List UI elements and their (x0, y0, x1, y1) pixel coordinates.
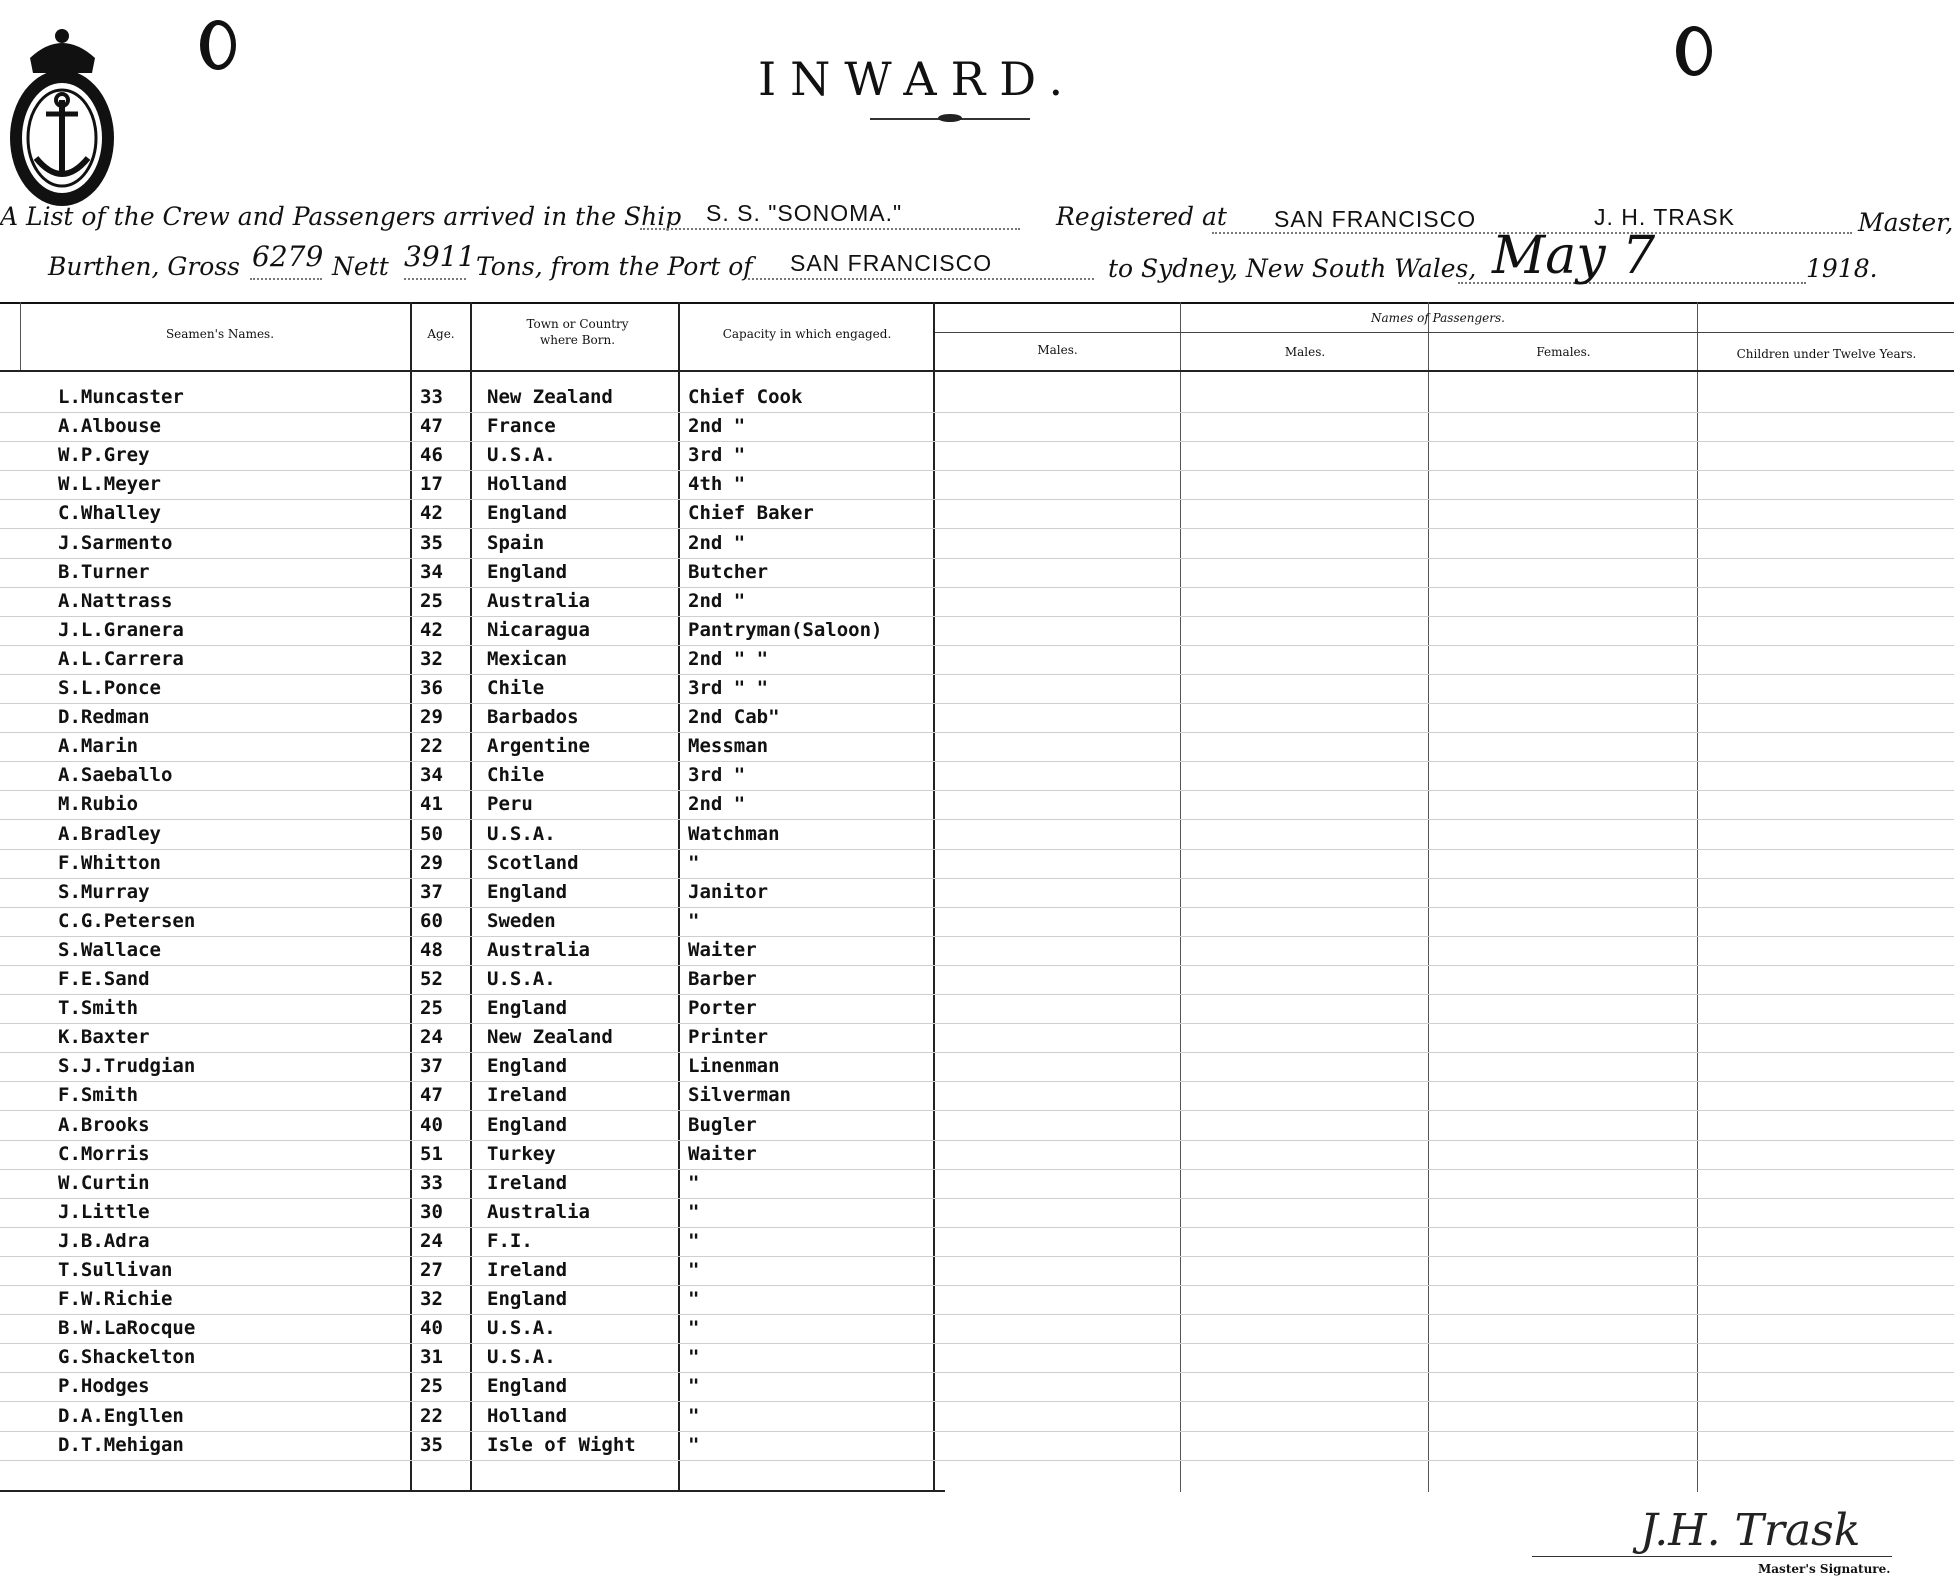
seaman-birthplace: Isle of Wight (487, 1433, 636, 1456)
seaman-capacity: 3rd " (688, 444, 746, 467)
seaman-name: A.Saeballo (58, 764, 173, 787)
row-rule (0, 528, 1954, 529)
seaman-birthplace: Australia (487, 1200, 590, 1223)
seaman-capacity: " (688, 1346, 700, 1369)
seaman-capacity: 2nd " (688, 531, 746, 554)
seaman-birthplace: Australia (487, 938, 590, 961)
seaman-age: 34 (420, 764, 443, 787)
header-capacity: Capacity in which engaged. (722, 327, 892, 341)
masters-signature-handwritten: J.H. Trask (1640, 1505, 1861, 1556)
seaman-age: 40 (420, 1317, 443, 1340)
seaman-birthplace: France (487, 415, 556, 438)
seaman-name: S.J.Trudgian (58, 1055, 196, 1078)
from-port-fill-line (748, 278, 1094, 280)
seaman-capacity: " (688, 1404, 700, 1427)
seaman-age: 47 (420, 415, 443, 438)
seaman-age: 27 (420, 1259, 443, 1281)
seaman-capacity: Chief Baker (688, 502, 814, 525)
seaman-capacity: 2nd Cab" (688, 706, 780, 729)
seaman-birthplace: England (487, 502, 568, 525)
seaman-capacity: Linenman (688, 1055, 780, 1078)
seaman-age: 29 (420, 851, 443, 874)
burthen-gross-label: Burthen, Gross (48, 252, 240, 281)
seaman-name: T.Smith (58, 997, 139, 1020)
seaman-age: 33 (420, 386, 443, 408)
seaman-age: 35 (420, 1433, 443, 1456)
registered-port: SAN FRANCISCO (1274, 206, 1477, 232)
header-children: Children under Twelve Years. (1736, 347, 1917, 361)
seaman-birthplace: Ireland (487, 1171, 568, 1194)
nett-label: Nett (332, 252, 389, 281)
seaman-birthplace: U.S.A. (487, 822, 556, 845)
header-born: Town or Country where Born. (526, 317, 629, 347)
seaman-age: 42 (420, 618, 443, 641)
seaman-age: 24 (420, 1229, 443, 1252)
seaman-birthplace: U.S.A. (487, 444, 556, 467)
seaman-age: 50 (420, 822, 443, 845)
seaman-birthplace: U.S.A. (487, 1317, 556, 1340)
seaman-name: J.B.Adra (58, 1229, 150, 1252)
seaman-name: F.Whitton (58, 851, 161, 874)
seaman-name: M.Rubio (58, 793, 139, 816)
seaman-name: C.Whalley (58, 502, 161, 525)
seaman-capacity: Chief Cook (688, 386, 803, 408)
seaman-age: 37 (420, 1055, 443, 1078)
seaman-name: A.Nattrass (58, 589, 173, 612)
from-port: SAN FRANCISCO (790, 250, 993, 276)
seaman-birthplace: Barbados (487, 706, 579, 729)
seaman-age: 46 (420, 444, 443, 467)
seaman-name: D.T.Mehigan (58, 1433, 184, 1456)
row-rule (0, 1256, 1954, 1257)
seaman-age: 52 (420, 968, 443, 990)
seaman-age: 36 (420, 677, 443, 699)
seaman-name: C.G.Petersen (58, 909, 196, 932)
masters-signature-label: Master's Signature. (1758, 1562, 1891, 1576)
header-bottom-rule (0, 370, 1954, 372)
seaman-capacity: Janitor (688, 880, 769, 903)
seaman-name: W.L.Meyer (58, 473, 161, 496)
seaman-age: 37 (420, 880, 443, 903)
seaman-name: A.L.Carrera (58, 647, 184, 670)
seaman-birthplace: Argentine (487, 735, 590, 758)
seaman-capacity: 3rd " (688, 764, 746, 787)
crew-table (0, 302, 1954, 1492)
nett-fill-line (404, 278, 466, 280)
seaman-name: F.E.Sand (58, 968, 150, 990)
seaman-age: 42 (420, 502, 443, 525)
header-seamens-names: Seamen's Names. (165, 327, 275, 341)
seaman-birthplace: New Zealand (487, 386, 613, 408)
seaman-birthplace: Turkey (487, 1142, 556, 1165)
seaman-birthplace: Australia (487, 589, 590, 612)
seaman-name: L.Muncaster (58, 386, 184, 408)
seaman-age: 24 (420, 1026, 443, 1049)
seaman-birthplace: England (487, 997, 568, 1020)
row-rule (0, 558, 1954, 559)
row-rule (0, 849, 1954, 850)
seaman-birthplace: Holland (487, 473, 568, 496)
seaman-name: D.Redman (58, 706, 150, 729)
seaman-age: 41 (420, 793, 443, 816)
seaman-capacity: Butcher (688, 560, 769, 583)
row-rule (0, 878, 1954, 879)
seaman-age: 33 (420, 1171, 443, 1194)
seaman-birthplace: England (487, 1288, 568, 1311)
row-rule (0, 761, 1954, 762)
seaman-capacity: " (688, 851, 700, 874)
seaman-age: 32 (420, 647, 443, 670)
ship-name: S. S. "SONOMA." (706, 200, 903, 226)
seaman-name: A.Marin (58, 735, 139, 758)
row-rule (0, 1081, 1954, 1082)
seaman-birthplace: Spain (487, 531, 545, 554)
seaman-birthplace: Ireland (487, 1259, 568, 1281)
row-rule (0, 1343, 1954, 1344)
seaman-name: S.Murray (58, 880, 150, 903)
gross-fill-line (250, 278, 322, 280)
seaman-capacity: Porter (688, 997, 757, 1020)
seaman-capacity: Printer (688, 1026, 769, 1049)
seaman-capacity: 3rd " " (688, 677, 769, 699)
seaman-birthplace: New Zealand (487, 1026, 613, 1049)
seaman-name: J.Little (58, 1200, 150, 1223)
seaman-age: 25 (420, 1375, 443, 1398)
row-rule (0, 1198, 1954, 1199)
left-edge-rule (20, 302, 21, 372)
row-rule (0, 616, 1954, 617)
seaman-birthplace: Sweden (487, 909, 556, 932)
seaman-capacity: " (688, 1171, 700, 1194)
row-rule (0, 587, 1954, 588)
row-rule (0, 790, 1954, 791)
crew-list-intro: A List of the Crew and Passengers arrived in the Ship (0, 202, 682, 231)
seaman-name: S.Wallace (58, 938, 161, 961)
seaman-name: A.Albouse (58, 415, 161, 438)
header-males-2: Males. (1284, 345, 1326, 359)
master-name: J. H. TRASK (1594, 204, 1735, 230)
seaman-capacity: 2nd " (688, 415, 746, 438)
seaman-name: S.L.Ponce (58, 677, 161, 699)
header-names-of-passengers: Names of Passengers. (1371, 311, 1505, 325)
header-females: Females. (1536, 345, 1591, 359)
seaman-capacity: " (688, 1317, 700, 1340)
seaman-name: P.Hodges (58, 1375, 150, 1398)
seaman-birthplace: Scotland (487, 851, 579, 874)
row-rule (0, 1460, 1954, 1461)
passengers-header-rule (935, 332, 1954, 333)
seaman-capacity: Messman (688, 735, 769, 758)
seaman-age: 30 (420, 1200, 443, 1223)
header-males-1: Males. (1037, 343, 1078, 357)
arrival-year: 1918. (1806, 254, 1878, 283)
seaman-name: W.Curtin (58, 1171, 150, 1194)
seaman-name: F.W.Richie (58, 1288, 173, 1311)
row-rule (0, 1431, 1954, 1432)
tons-from-port-label: Tons, from the Port of (476, 252, 753, 281)
seaman-age: 48 (420, 938, 443, 961)
seaman-capacity: Waiter (688, 938, 757, 961)
seaman-capacity: 4th " (688, 473, 746, 496)
seaman-birthplace: Holland (487, 1404, 568, 1427)
seaman-age: 32 (420, 1288, 443, 1311)
row-rule (0, 994, 1954, 995)
seaman-birthplace: U.S.A. (487, 968, 556, 990)
row-rule (0, 1023, 1954, 1024)
seaman-birthplace: England (487, 1055, 568, 1078)
seaman-name: K.Baxter (58, 1026, 150, 1049)
gross-tonnage: 6279 (252, 240, 324, 273)
seaman-birthplace: Peru (487, 793, 533, 816)
seaman-name: F.Smith (58, 1084, 139, 1107)
seaman-capacity: " (688, 1288, 700, 1311)
seaman-age: 34 (420, 560, 443, 583)
seaman-capacity: Bugler (688, 1113, 757, 1136)
row-rule (0, 1052, 1954, 1053)
seaman-name: D.A.Engllen (58, 1404, 184, 1427)
row-rule (0, 441, 1954, 442)
seaman-age: 47 (420, 1084, 443, 1107)
seaman-capacity: " (688, 1229, 700, 1252)
destination-label: to Sydney, New South Wales, (1108, 254, 1477, 283)
row-rule (0, 1401, 1954, 1402)
seaman-birthplace: Mexican (487, 647, 568, 670)
document-title: INWARD. (758, 52, 1078, 106)
row-rule (0, 1110, 1954, 1111)
seaman-age: 22 (420, 735, 443, 758)
table-bottom-rule (0, 1490, 945, 1492)
ship-fill-line (640, 228, 1020, 230)
row-rule (0, 412, 1954, 413)
seaman-birthplace: England (487, 1113, 568, 1136)
seaman-birthplace: Chile (487, 677, 545, 699)
seaman-capacity: " (688, 1375, 700, 1398)
seaman-age: 35 (420, 531, 443, 554)
row-rule (0, 1285, 1954, 1286)
seaman-name: J.L.Granera (58, 618, 184, 641)
seaman-age: 22 (420, 1404, 443, 1427)
seaman-name: B.W.LaRocque (58, 1317, 196, 1340)
registered-label: Registered at (1056, 202, 1227, 231)
seaman-capacity: " (688, 1259, 700, 1281)
seaman-capacity: Pantryman(Saloon) (688, 618, 883, 641)
seaman-birthplace: England (487, 560, 568, 583)
seaman-capacity: 2nd " (688, 793, 746, 816)
customs-seal-crest (0, 18, 125, 208)
seaman-capacity: Barber (688, 968, 757, 990)
seaman-name: C.Morris (58, 1142, 150, 1165)
row-rule (0, 1169, 1954, 1170)
seaman-birthplace: Nicaragua (487, 618, 590, 641)
seaman-name: J.Sarmento (58, 531, 173, 554)
arrival-date-handwritten: May 7 (1492, 226, 1656, 286)
punch-hole-right (1676, 26, 1712, 76)
seaman-name: W.P.Grey (58, 444, 150, 467)
seaman-capacity: 2nd " " (688, 647, 769, 670)
seaman-age: 60 (420, 909, 443, 932)
master-label: Master, (1858, 208, 1954, 237)
seaman-name: A.Brooks (58, 1113, 150, 1136)
row-rule (0, 1140, 1954, 1141)
seaman-capacity: Waiter (688, 1142, 757, 1165)
seaman-capacity: " (688, 909, 700, 932)
seaman-birthplace: Chile (487, 764, 545, 787)
seaman-age: 31 (420, 1346, 443, 1369)
table-top-rule (0, 302, 1954, 304)
title-ornament-rule (870, 118, 1030, 120)
seaman-name: A.Bradley (58, 822, 161, 845)
row-rule (0, 819, 1954, 820)
seaman-birthplace: England (487, 880, 568, 903)
seaman-birthplace: Ireland (487, 1084, 568, 1107)
seaman-birthplace: F.I. (487, 1229, 533, 1252)
row-rule (0, 965, 1954, 966)
seaman-capacity: " (688, 1433, 700, 1456)
seaman-name: T.Sullivan (58, 1259, 173, 1281)
signature-line (1532, 1556, 1892, 1557)
row-rule (0, 732, 1954, 733)
seaman-age: 25 (420, 589, 443, 612)
seaman-age: 17 (420, 473, 443, 496)
row-rule (0, 1314, 1954, 1315)
seaman-capacity: 2nd " (688, 589, 746, 612)
seaman-birthplace: U.S.A. (487, 1346, 556, 1369)
seaman-age: 40 (420, 1113, 443, 1136)
row-rule (0, 907, 1954, 908)
punch-hole-left (200, 20, 236, 70)
row-rule (0, 645, 1954, 646)
row-rule (0, 703, 1954, 704)
seaman-birthplace: England (487, 1375, 568, 1398)
row-rule (0, 674, 1954, 675)
row-rule (0, 1372, 1954, 1373)
seaman-capacity: " (688, 1200, 700, 1223)
header-age: Age. (427, 327, 455, 341)
row-rule (0, 936, 1954, 937)
nett-tonnage: 3911 (404, 240, 476, 273)
row-rule (0, 499, 1954, 500)
seaman-age: 51 (420, 1142, 443, 1165)
seaman-name: B.Turner (58, 560, 150, 583)
seaman-name: G.Shackelton (58, 1346, 196, 1369)
row-rule (0, 1227, 1954, 1228)
seaman-capacity: Watchman (688, 822, 780, 845)
row-rule (0, 470, 1954, 471)
seaman-capacity: Silverman (688, 1084, 791, 1107)
seaman-age: 29 (420, 706, 443, 729)
seaman-age: 25 (420, 997, 443, 1020)
